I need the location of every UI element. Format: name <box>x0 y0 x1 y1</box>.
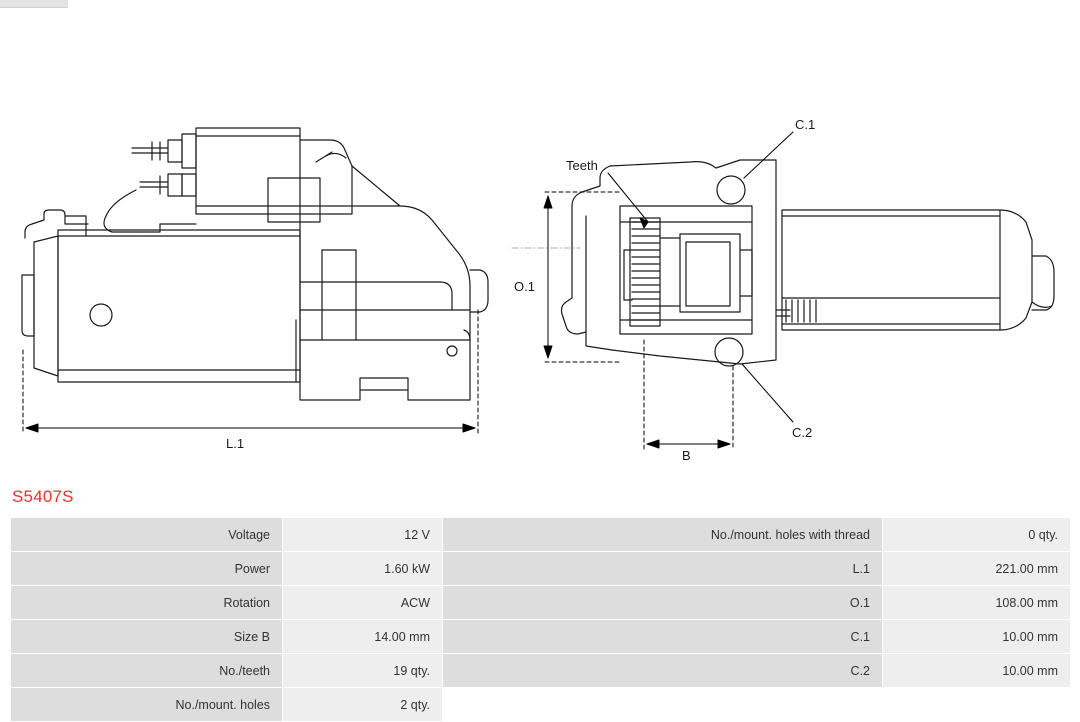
label-c1: C.1 <box>795 117 816 132</box>
spec-label: No./mount. holes with thread <box>443 518 883 552</box>
table-row <box>11 552 1071 586</box>
spec-value: 221.00 mm <box>883 552 1071 586</box>
starter-side-view <box>22 128 488 400</box>
spec-label: L.1 <box>443 552 883 586</box>
table-row <box>11 518 1071 552</box>
spec-empty-cell <box>443 688 883 722</box>
label-teeth: Teeth <box>566 158 598 173</box>
spec-label: Size B <box>11 620 283 654</box>
spec-label: C.2 <box>443 654 883 688</box>
table-row <box>11 586 1071 620</box>
label-o1: O.1 <box>514 279 535 294</box>
specifications-table <box>10 517 1071 722</box>
table-row <box>11 654 1071 688</box>
table-row <box>11 688 1071 722</box>
starter-front-view <box>512 160 1054 366</box>
spec-label: Power <box>11 552 283 586</box>
spec-value: 0 qty. <box>883 518 1071 552</box>
spec-value: 10.00 mm <box>883 620 1071 654</box>
spec-value: 14.00 mm <box>283 620 443 654</box>
spec-value: 2 qty. <box>283 688 443 722</box>
spec-label: C.1 <box>443 620 883 654</box>
spec-label: Voltage <box>11 518 283 552</box>
dimension-b <box>644 340 733 450</box>
part-number: S5407S <box>12 487 74 506</box>
label-l1: L.1 <box>226 436 245 451</box>
spec-value: 108.00 mm <box>883 586 1071 620</box>
spec-value: 10.00 mm <box>883 654 1071 688</box>
leader-lines <box>608 132 793 422</box>
spec-value: 12 V <box>283 518 443 552</box>
dimension-l1 <box>23 310 478 434</box>
technical-drawing <box>0 10 1080 475</box>
table-row <box>11 620 1071 654</box>
spec-value: 1.60 kW <box>283 552 443 586</box>
spec-value: ACW <box>283 586 443 620</box>
spec-label: O.1 <box>443 586 883 620</box>
dimension-o1 <box>544 192 620 362</box>
top-toolbar-fragment <box>0 0 68 8</box>
spec-label: No./mount. holes <box>11 688 283 722</box>
spec-value: 19 qty. <box>283 654 443 688</box>
spec-label: Rotation <box>11 586 283 620</box>
label-b: B <box>682 448 691 463</box>
label-c2: C.2 <box>792 425 813 440</box>
spec-label: No./teeth <box>11 654 283 688</box>
spec-empty-cell <box>883 688 1071 722</box>
